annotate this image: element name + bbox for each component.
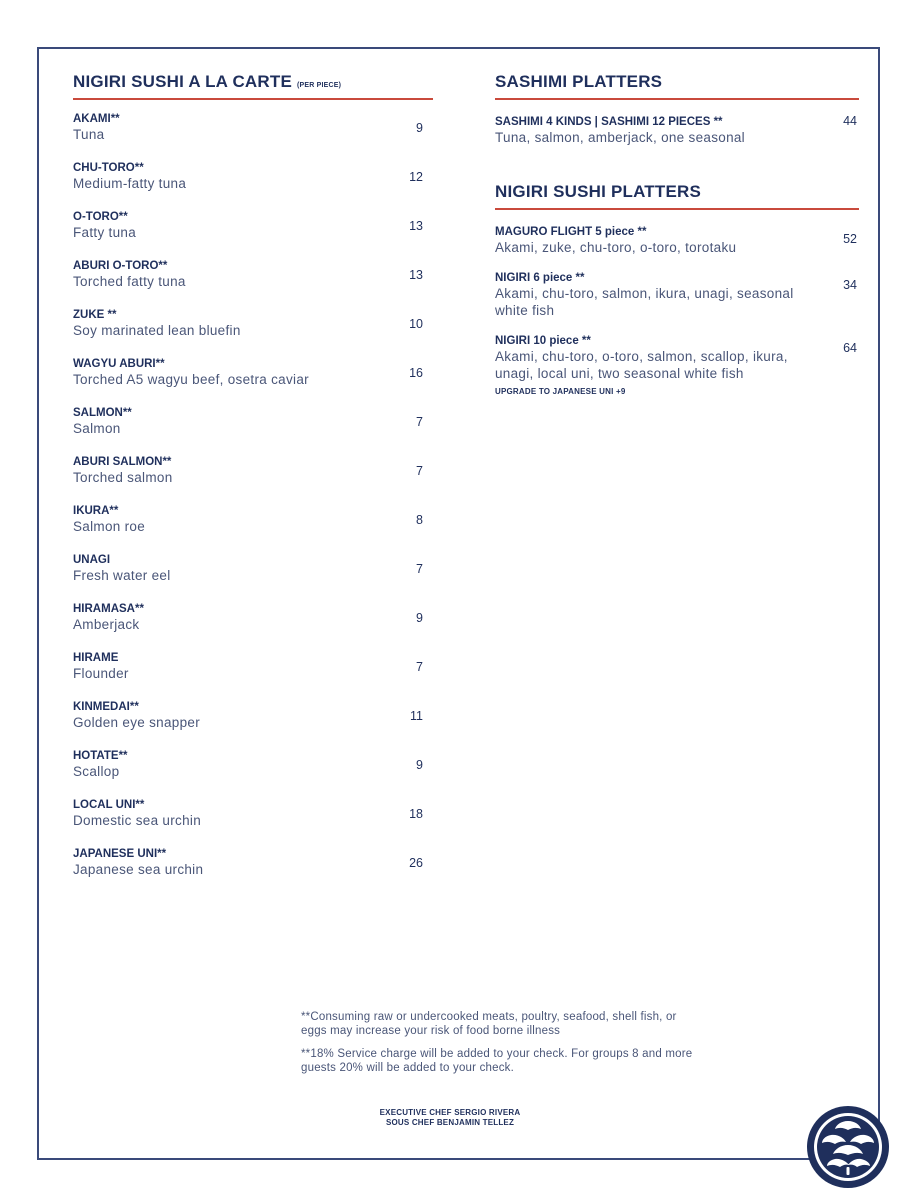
item-name: HOTATE** [73,750,128,762]
menu-item [73,650,433,699]
upgrade-note: UPGRADE TO JAPANESE UNI +9 [495,387,626,396]
menu-item [73,797,433,846]
nigiri-a-la-carte-section [73,72,433,895]
item-price: 16 [409,366,423,380]
menu-item [495,270,859,319]
menu-item [73,160,433,209]
item-name: O-TORO** [73,211,128,223]
menu-item [495,224,859,256]
item-description: Japanese sea urchin [73,862,204,877]
item-name: UNAGI [73,554,111,566]
item-description: Torched salmon [73,470,173,485]
menu-item [73,307,433,356]
item-name: NIGIRI 6 piece ** [495,272,585,284]
service-charge-note: **18% Service charge will be added to your check. For groups 8 and more guests 20% will be added to your check. [301,1048,693,1074]
item-description: Salmon [73,421,121,436]
chef-credits [300,1108,600,1128]
menu-item [495,333,859,382]
menu-item [73,356,433,405]
item-name: IKURA** [73,505,119,517]
item-price: 11 [410,709,423,723]
item-description: Amberjack [73,617,140,632]
item-price: 7 [416,562,423,576]
menu-item [73,209,433,258]
menu-item [73,111,433,160]
item-price: 9 [416,611,423,625]
item-name: NIGIRI 10 piece ** [495,335,591,347]
item-price: 10 [409,317,423,331]
item-description: Salmon roe [73,519,146,534]
per-piece-note: (PER PIECE) [296,82,342,89]
item-description: Torched fatty tuna [73,274,186,289]
item-price: 8 [416,513,423,527]
item-price: 7 [416,464,423,478]
footnotes [301,1010,701,1084]
item-name: MAGURO FLIGHT 5 piece ** [495,226,647,238]
item-name: ABURI SALMON** [73,456,172,468]
menu-item [73,748,433,797]
item-description: Fatty tuna [73,225,137,240]
menu-item [495,114,859,146]
item-name: KINMEDAI** [73,701,139,713]
item-name: SASHIMI 4 KINDS | SASHIMI 12 PIECES ** [495,116,723,128]
item-description: Soy marinated lean bluefin [73,323,241,338]
nigiri-platters-section [495,182,859,396]
item-name: LOCAL UNI** [73,799,145,811]
item-name: SALMON** [73,407,132,419]
item-name: HIRAMASA** [73,603,144,615]
menu-item [73,846,433,895]
platters-column [495,72,859,396]
item-price: 18 [409,807,423,821]
menu-item-list [73,111,433,895]
item-name: AKAMI** [73,113,120,125]
menu-item [73,454,433,503]
section-title: NIGIRI SUSHI A LA CARTE (PER PIECE) [73,72,433,100]
item-description: Akami, chu-toro, o-toro, salmon, scallop, ikura, unagi, local uni, two seasonal white fish [495,349,788,381]
item-price: 64 [843,341,857,355]
menu-item [73,552,433,601]
item-description: Flounder [73,666,129,681]
menu-item [73,503,433,552]
executive-chef: EXECUTIVE CHEF SERGIO RIVERA [379,1108,521,1117]
food-safety-note: **Consuming raw or undercooked meats, poultry, seafood, shell fish, or eggs may increase your risk of food borne illness [301,1011,677,1037]
item-description: Golden eye snapper [73,715,200,730]
item-description: Torched A5 wagyu beef, osetra caviar [73,372,309,387]
item-name: ZUKE ** [73,309,117,321]
item-description: Tuna, salmon, amberjack, one seasonal [495,130,745,145]
item-name: WAGYU ABURI** [73,358,165,370]
item-description: Akami, zuke, chu-toro, o-toro, torotaku [495,240,737,255]
item-name: JAPANESE UNI** [73,848,167,860]
item-name: CHU-TORO** [73,162,144,174]
item-price: 7 [416,660,423,674]
item-price: 7 [416,415,423,429]
item-price: 12 [409,170,423,184]
item-description: Akami, chu-toro, salmon, ikura, unagi, seasonal white fish [495,286,794,318]
item-description: Tuna [73,127,105,142]
item-price: 26 [409,856,423,870]
sous-chef: SOUS CHEF BENJAMIN TELLEZ [385,1118,515,1127]
section-title: SASHIMI PLATTERS [495,72,859,100]
menu-item [73,601,433,650]
item-description: Domestic sea urchin [73,813,201,828]
item-description: Medium-fatty tuna [73,176,187,191]
menu-item [73,405,433,454]
sashimi-platters-section [495,72,859,146]
pine-tree-crest-icon [805,1104,891,1190]
item-description: Fresh water eel [73,568,171,583]
item-description: Scallop [73,764,120,779]
item-price: 52 [843,232,857,246]
item-name: ABURI O-TORO** [73,260,168,272]
item-price: 9 [416,121,423,135]
menu-item [73,699,433,748]
item-price: 34 [843,278,857,292]
item-name: HIRAME [73,652,119,664]
section-title: NIGIRI SUSHI PLATTERS [495,182,859,210]
item-price: 13 [409,268,423,282]
item-price: 13 [409,219,423,233]
item-price: 44 [843,114,857,128]
menu-item [73,258,433,307]
item-price: 9 [416,758,423,772]
